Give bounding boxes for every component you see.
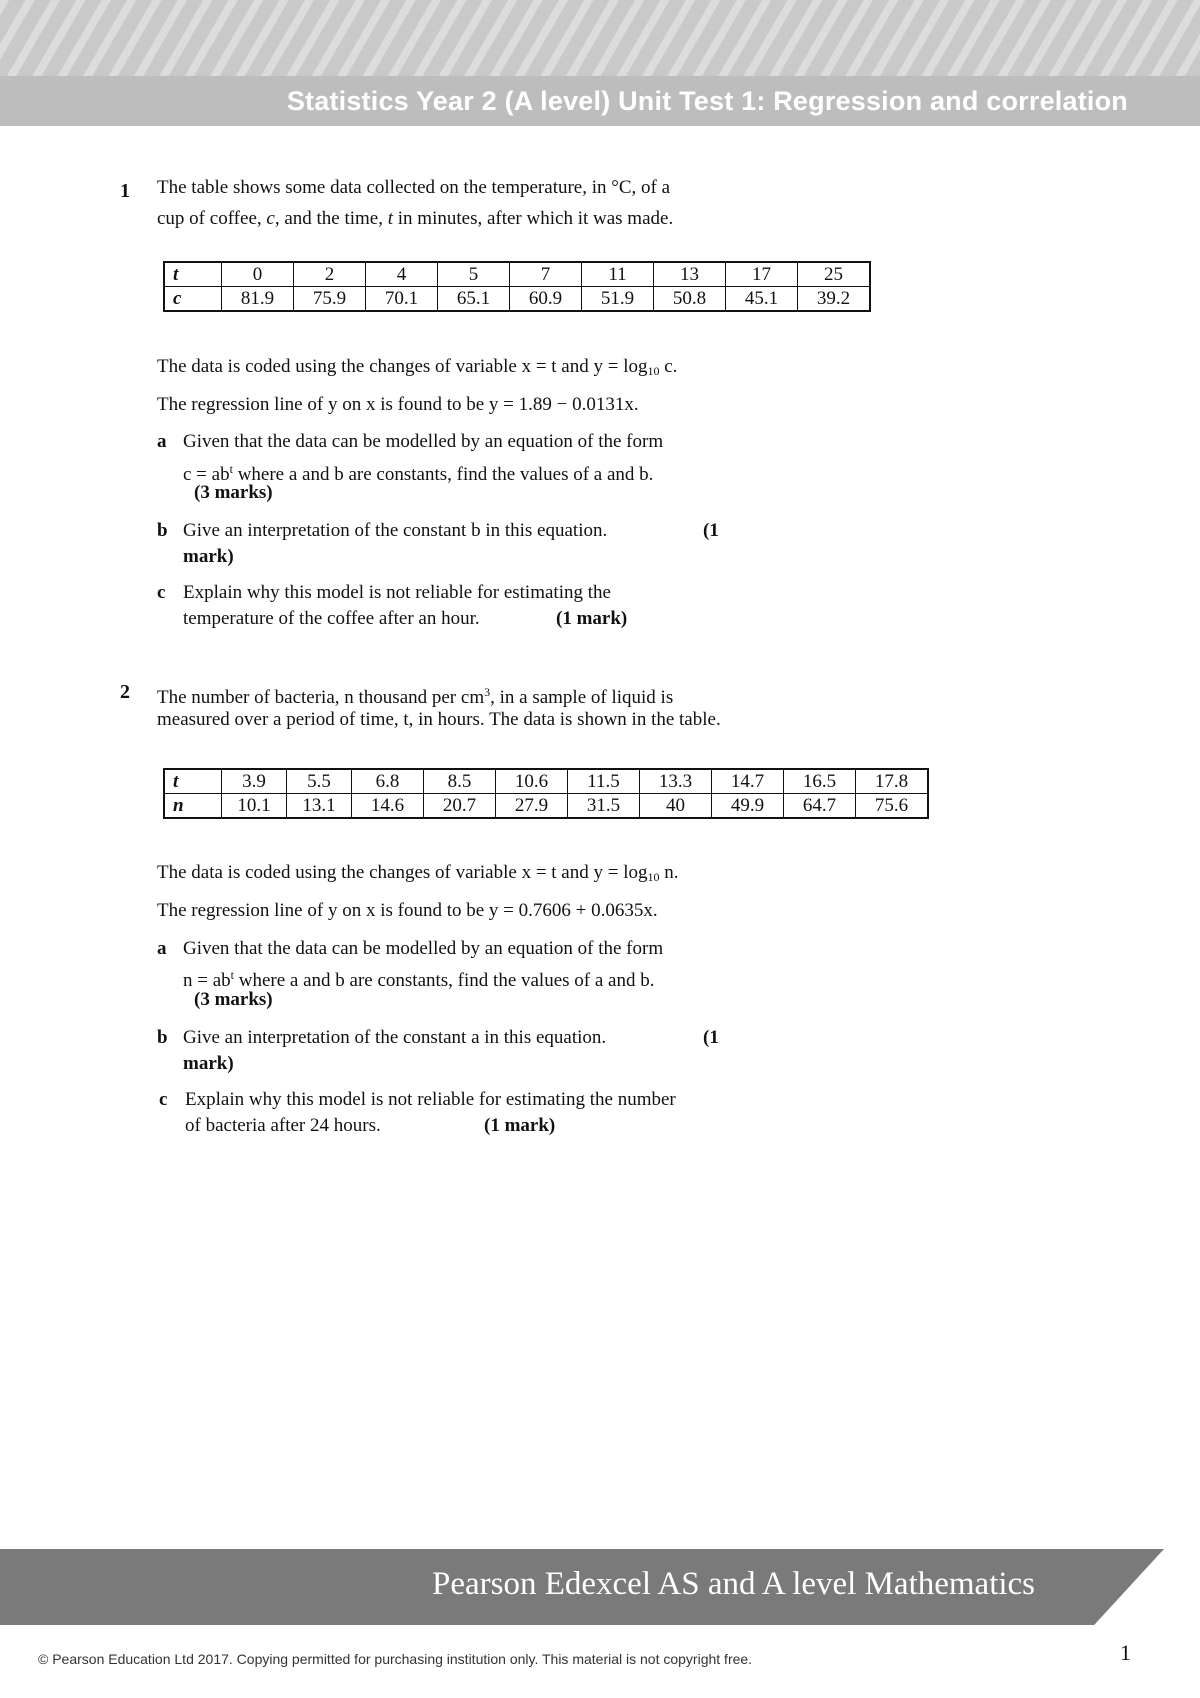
footer-title: Pearson Edexcel AS and A level Mathematics bbox=[432, 1566, 1036, 1602]
q1-regression-text: The regression line of y on x is found to be y = 1.89 − 0.0131x. bbox=[157, 394, 639, 415]
q1-coding-main: The data is coded using the changes of variable x = t and y = log bbox=[157, 356, 648, 377]
q2-part-a-formula: n = ab bbox=[183, 970, 231, 991]
q1-part-b-line1: Give an interpretation of the constant b in this equation. bbox=[183, 520, 608, 541]
table-row bbox=[164, 794, 928, 819]
q2-part-a-rest: where a and b are constants, find the values of a and b. bbox=[234, 970, 655, 991]
q1-intro-text: , and the time, bbox=[274, 208, 388, 229]
table-cell: 49.9 bbox=[712, 794, 784, 819]
page-header bbox=[0, 0, 1200, 126]
table-cell: 14.6 bbox=[352, 794, 424, 819]
question-2-number: 2 bbox=[120, 681, 130, 703]
q2-part-a-marks: (3 marks) bbox=[194, 989, 273, 1010]
q1-part-a-marks: (3 marks) bbox=[194, 482, 273, 503]
q1-coding-text bbox=[157, 351, 677, 387]
q1-intro-line1: The table shows some data collected on the temperature, in °C, of a bbox=[157, 177, 671, 198]
table-cell: 10.1 bbox=[222, 794, 287, 819]
table-row bbox=[164, 287, 870, 312]
q2-part-b-line1: Give an interpretation of the constant a in this equation. bbox=[183, 1027, 607, 1048]
copyright-notice: © Pearson Education Ltd 2017. Copying permitted for purchasing institution only. This material is not copyright free. bbox=[38, 1651, 753, 1667]
q2-part-b-letter: b bbox=[157, 1027, 168, 1048]
table-cell: 20.7 bbox=[424, 794, 496, 819]
table-cell: 10.6 bbox=[496, 769, 568, 794]
table-cell: 3.9 bbox=[222, 769, 287, 794]
table-cell: 75.9 bbox=[294, 287, 366, 312]
q1-part-c-line2: temperature of the coffee after an hour. bbox=[183, 608, 480, 629]
table-cell: 13.3 bbox=[640, 769, 712, 794]
table-row-label: c bbox=[164, 287, 222, 312]
table-cell: 70.1 bbox=[366, 287, 438, 312]
table-cell: 11 bbox=[582, 262, 654, 287]
table-cell: 65.1 bbox=[438, 287, 510, 312]
q1-coding-sub: 10 bbox=[647, 364, 660, 378]
table-cell: 16.5 bbox=[784, 769, 856, 794]
q2-part-a-letter: a bbox=[157, 938, 167, 959]
q2-part-b-marks: (1 bbox=[703, 1027, 719, 1048]
table-row bbox=[164, 262, 870, 287]
table-cell: 25 bbox=[798, 262, 871, 287]
table-row-label: t bbox=[164, 262, 222, 287]
table-cell: 17 bbox=[726, 262, 798, 287]
table-cell: 8.5 bbox=[424, 769, 496, 794]
q1-part-c-marks: (1 mark) bbox=[556, 608, 628, 629]
table-cell: 13 bbox=[654, 262, 726, 287]
q1-part-b-marks: (1 bbox=[703, 520, 719, 541]
q1-part-a-rest: where a and b are constants, find the values of a and b. bbox=[232, 464, 654, 485]
table-row-label: n bbox=[164, 794, 222, 819]
q2-part-a-line1: Given that the data can be modelled by an equation of the form bbox=[183, 938, 664, 959]
q1-part-b-letter: b bbox=[157, 520, 168, 541]
q1-part-c-line1: Explain why this model is not reliable for estimating the bbox=[183, 582, 611, 603]
q1-part-a-letter: a bbox=[157, 431, 167, 452]
table-cell: 5 bbox=[438, 262, 510, 287]
q2-coding-main: The data is coded using the changes of variable x = t and y = log bbox=[157, 862, 648, 883]
q2-intro-sup: 3 bbox=[484, 685, 491, 699]
q1-part-a-line1: Given that the data can be modelled by an equation of the form bbox=[183, 431, 664, 452]
q2-intro-text: , in a sample of liquid is bbox=[490, 687, 674, 708]
q2-part-c-marks: (1 mark) bbox=[484, 1115, 556, 1136]
table-cell: 50.8 bbox=[654, 287, 726, 312]
q2-regression-text: The regression line of y on x is found to be y = 0.7606 + 0.0635x. bbox=[157, 900, 658, 921]
table-cell: 5.5 bbox=[287, 769, 352, 794]
table-cell: 2 bbox=[294, 262, 366, 287]
q2-data-table bbox=[163, 768, 929, 819]
table-cell: 27.9 bbox=[496, 794, 568, 819]
page-number: 1 bbox=[1120, 1640, 1131, 1665]
q1-data-table bbox=[163, 261, 871, 312]
question-1-number: 1 bbox=[120, 180, 130, 202]
table-cell: 81.9 bbox=[222, 287, 294, 312]
q1-part-a-sup: t bbox=[229, 462, 233, 476]
table-cell: 14.7 bbox=[712, 769, 784, 794]
page-title: Statistics Year 2 (A level) Unit Test 1: Regression and correlation bbox=[286, 86, 1128, 116]
table-cell: 7 bbox=[510, 262, 582, 287]
q2-coding-sub: 10 bbox=[647, 870, 660, 884]
q1-var-c: c bbox=[266, 208, 275, 229]
table-cell: 51.9 bbox=[582, 287, 654, 312]
q1-coding-end: c. bbox=[659, 356, 678, 377]
table-cell: 60.9 bbox=[510, 287, 582, 312]
table-cell: 39.2 bbox=[798, 287, 871, 312]
table-cell: 6.8 bbox=[352, 769, 424, 794]
table-cell: 11.5 bbox=[568, 769, 640, 794]
q1-part-a-formula: c = ab bbox=[183, 464, 230, 485]
q1-intro-text: cup of coffee, bbox=[157, 208, 267, 229]
table-cell: 31.5 bbox=[568, 794, 640, 819]
q2-part-c-line2: of bacteria after 24 hours. bbox=[185, 1115, 381, 1136]
table-row-label: t bbox=[164, 769, 222, 794]
q1-part-c-letter: c bbox=[157, 582, 166, 603]
table-cell: 75.6 bbox=[856, 794, 929, 819]
q2-part-c-line1: Explain why this model is not reliable for estimating the number bbox=[185, 1089, 676, 1110]
q2-intro-text: The number of bacteria, n thousand per cm bbox=[157, 687, 485, 708]
q2-intro-line2: measured over a period of time, t, in hours. The data is shown in the table. bbox=[157, 709, 721, 730]
q2-part-a-sup: t bbox=[230, 968, 234, 982]
q1-var-t: t bbox=[387, 208, 394, 229]
table-row bbox=[164, 769, 928, 794]
table-cell: 17.8 bbox=[856, 769, 929, 794]
q2-coding-text bbox=[157, 857, 678, 893]
table-cell: 13.1 bbox=[287, 794, 352, 819]
table-cell: 40 bbox=[640, 794, 712, 819]
q2-part-b-marks-cont: mark) bbox=[183, 1053, 234, 1074]
table-cell: 0 bbox=[222, 262, 294, 287]
table-cell: 45.1 bbox=[726, 287, 798, 312]
q2-coding-end: n. bbox=[659, 862, 679, 883]
q1-intro-text: in minutes, after which it was made. bbox=[393, 208, 674, 229]
q1-part-b-marks-cont: mark) bbox=[183, 546, 234, 567]
q2-part-c-letter: c bbox=[159, 1089, 168, 1110]
table-cell: 4 bbox=[366, 262, 438, 287]
q1-intro-line2 bbox=[157, 203, 673, 234]
table-cell: 64.7 bbox=[784, 794, 856, 819]
